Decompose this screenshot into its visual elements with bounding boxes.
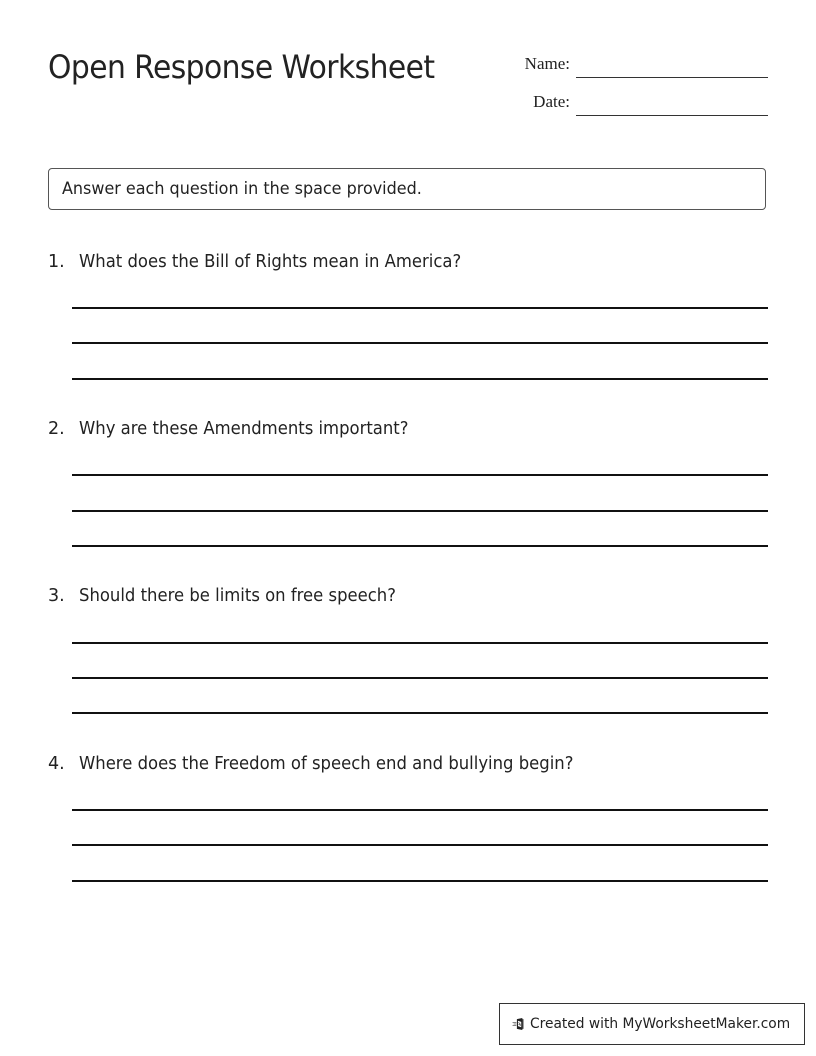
answer-line[interactable]	[72, 474, 768, 476]
answer-line[interactable]	[72, 712, 768, 714]
question-3	[48, 586, 768, 606]
answer-line[interactable]	[72, 342, 768, 344]
answer-line[interactable]	[72, 510, 768, 512]
answer-line[interactable]	[72, 642, 768, 644]
date-field	[500, 88, 768, 116]
question-number: 1.	[48, 252, 65, 272]
question-text: What does the Bill of Rights mean in America?	[79, 252, 462, 272]
instructions-text: Answer each question in the space provided.	[62, 179, 422, 199]
page-title: Open Response Worksheet	[48, 48, 435, 86]
created-with-badge[interactable]	[499, 1003, 805, 1045]
question-number: 2.	[48, 419, 65, 439]
answer-line[interactable]	[72, 677, 768, 679]
answer-line[interactable]	[72, 307, 768, 309]
answer-line[interactable]	[72, 880, 768, 882]
question-text: Should there be limits on free speech?	[79, 586, 396, 606]
date-label: Date:	[533, 92, 570, 111]
name-field	[500, 50, 768, 78]
question-text: Why are these Amendments important?	[79, 419, 409, 439]
question-text: Where does the Freedom of speech end and bullying begin?	[79, 754, 574, 774]
question-1	[48, 252, 768, 272]
name-blank-line[interactable]	[576, 77, 768, 78]
answer-line[interactable]	[72, 545, 768, 547]
answer-line[interactable]	[72, 809, 768, 811]
question-number: 3.	[48, 586, 65, 606]
worksheet-maker-logo-icon	[512, 1012, 526, 1036]
question-4	[48, 754, 768, 774]
answer-line[interactable]	[72, 378, 768, 380]
date-blank-line[interactable]	[576, 115, 768, 116]
answer-line[interactable]	[72, 844, 768, 846]
question-2	[48, 419, 768, 439]
instructions-box	[48, 168, 766, 210]
created-with-text: Created with MyWorksheetMaker.com	[530, 1016, 791, 1032]
question-number: 4.	[48, 754, 65, 774]
name-label: Name:	[524, 54, 570, 73]
